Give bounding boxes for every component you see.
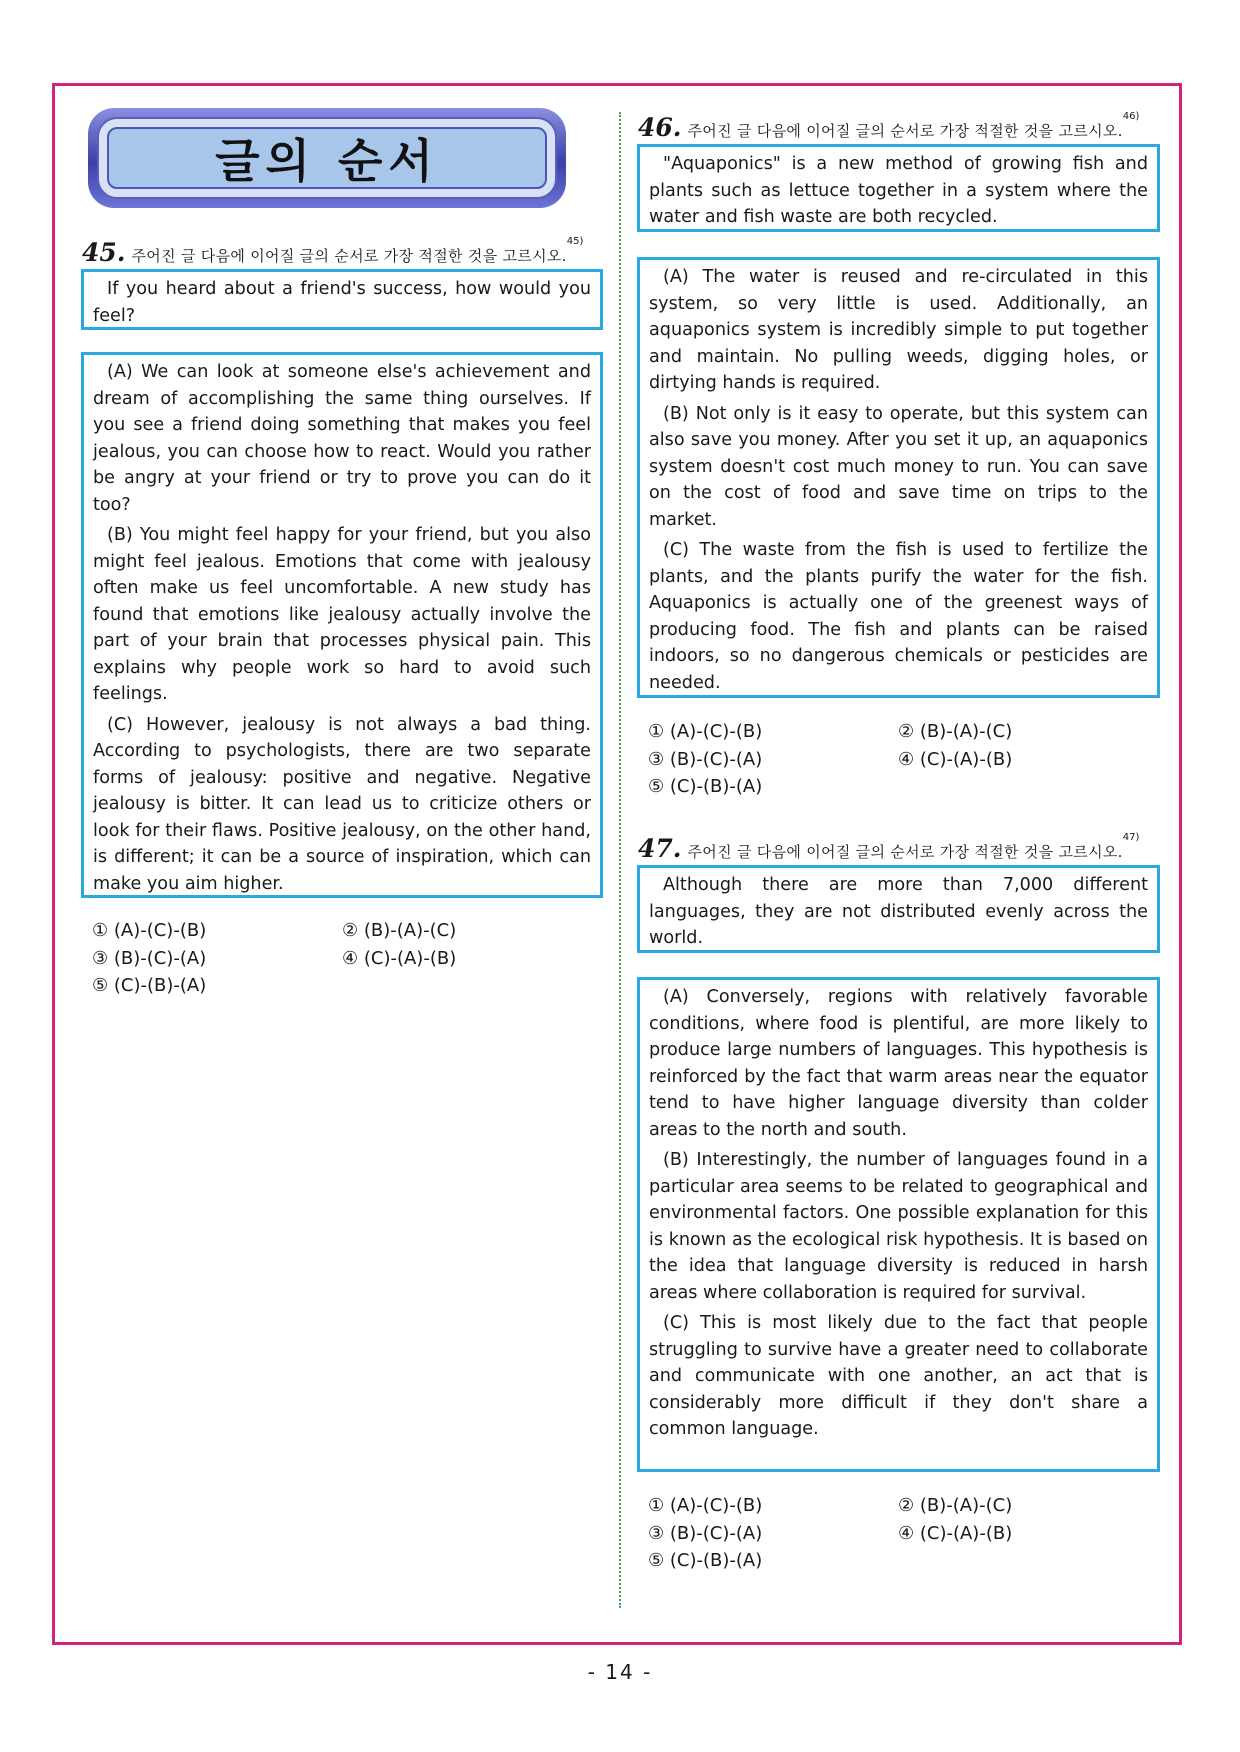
choice-1[interactable]: ① (A)-(C)-(B) <box>648 1495 763 1516</box>
footnote-ref: 45) <box>566 236 584 247</box>
paragraph-c: (C) However, jealousy is not always a bad thing. According to psychologists, there are two separate forms of jealousy: positive and negative. Negative jealousy is bitter. It can lead us to criticize others or look for their flaws. Positive jealousy, on the other hand, is different; it can be a source of inspiration, which can make you aim higher. <box>93 714 591 894</box>
question-46-heading <box>638 113 1139 142</box>
question-46-given-box <box>637 144 1160 232</box>
choice-5[interactable]: ⑤ (C)-(B)-(A) <box>92 975 207 996</box>
choice-5[interactable]: ⑤ (C)-(B)-(A) <box>648 1550 763 1571</box>
given-text: Although there are more than 7,000 different languages, they are not distributed evenly across the world. <box>649 875 1148 948</box>
question-47-heading <box>638 834 1139 863</box>
choice-4[interactable]: ④ (C)-(A)-(B) <box>898 748 1013 770</box>
choice-1[interactable]: ① (A)-(C)-(B) <box>648 721 763 742</box>
choice-4[interactable]: ④ (C)-(A)-(B) <box>898 1522 1013 1544</box>
title-banner-inner <box>107 127 547 189</box>
question-prompt: 주어진 글 다음에 이어질 글의 순서로 가장 적절한 것을 고르시오. <box>131 247 567 265</box>
choice-2[interactable]: ② (B)-(A)-(C) <box>342 920 457 941</box>
paragraph-b: (B) Not only is it easy to operate, but this system can also save you money. After you set it up, an aquaponics system doesn't cost much money to run. You can save on the cost of food and save time on trips to the market. <box>649 403 1148 530</box>
question-45-heading <box>82 238 583 267</box>
choice-3[interactable]: ③ (B)-(C)-(A) <box>648 748 763 770</box>
paragraph-c: (C) The waste from the fish is used to fertilize the plants, and the plants purify the water for the fish. Aquaponics is actually one of the greenest ways of producing food. The fish and plants can be raised indoors, so no dangerous chemicals or pesticides are needed. <box>649 540 1148 693</box>
given-text: "Aquaponics" is a new method of growing fish and plants such as lettuce together in a system where the water and fish waste are both recycled. <box>649 154 1148 227</box>
choice-4[interactable]: ④ (C)-(A)-(B) <box>342 947 457 969</box>
title-banner-mid <box>97 117 557 199</box>
question-47-choices <box>648 1492 1148 1575</box>
page-number: - 14 - <box>587 1660 653 1684</box>
choice-5[interactable]: ⑤ (C)-(B)-(A) <box>648 776 763 797</box>
question-45-choices <box>92 917 592 1000</box>
paragraph-c: (C) This is most likely due to the fact that people struggling to survive have a greater need to collaborate and communicate with one another, an act that is considerably more difficult if they don't share a common language. <box>649 1313 1148 1439</box>
choice-1[interactable]: ① (A)-(C)-(B) <box>92 920 207 941</box>
paragraph-a: (A) The water is reused and re-circulated in this system, so very little is used. Additionally, an aquaponics system is incredibly simple to put together and maintain. No pulling weeds, digging holes, or dirtying hands is required. <box>649 267 1148 393</box>
choice-2[interactable]: ② (B)-(A)-(C) <box>898 721 1013 742</box>
question-47-given-box <box>637 865 1160 953</box>
question-46-passage-box <box>637 257 1160 698</box>
given-text: If you heard about a friend's success, how would you feel? <box>93 279 591 326</box>
choice-3[interactable]: ③ (B)-(C)-(A) <box>648 1522 763 1544</box>
choice-3[interactable]: ③ (B)-(C)-(A) <box>92 947 207 969</box>
question-number: 45. <box>82 238 126 267</box>
question-prompt: 주어진 글 다음에 이어질 글의 순서로 가장 적절한 것을 고르시오. <box>687 122 1123 140</box>
paragraph-a: (A) Conversely, regions with relatively favorable conditions, where food is plentiful, are more likely to produce large numbers of languages. This hypothesis is reinforced by the fact that warm areas near the equator tend to have higher language diversity than colder areas to the north and south. <box>649 987 1148 1140</box>
question-number: 47. <box>638 834 682 863</box>
page-title: 글의 순서 <box>215 134 439 188</box>
footnote-ref: 46) <box>1122 111 1140 122</box>
question-prompt: 주어진 글 다음에 이어질 글의 순서로 가장 적절한 것을 고르시오. <box>687 843 1123 861</box>
question-45-given-box <box>81 269 603 330</box>
question-47-passage-box <box>637 977 1160 1472</box>
column-divider <box>619 112 621 1608</box>
paragraph-b: (B) Interestingly, the number of languages found in a particular area seems to be related to geographical and environmental factors. One possible explanation for this is known as the ecological risk hypothesis. It is based on the idea that language diversity is reduced in harsh areas where collaboration is required for survival. <box>649 1150 1148 1303</box>
question-number: 46. <box>638 113 682 142</box>
question-46-choices <box>648 718 1148 801</box>
choice-2[interactable]: ② (B)-(A)-(C) <box>898 1495 1013 1516</box>
title-banner <box>88 108 566 208</box>
question-45-passage-box <box>81 352 603 898</box>
paragraph-b: (B) You might feel happy for your friend, but you also might feel jealous. Emotions that come with jealousy often make us feel uncomfortable. A new study has found that emotions like jealousy actually involve the part of your brain that processes physical pain. This explains why people work so hard to avoid such feelings. <box>93 525 591 704</box>
paragraph-a: (A) We can look at someone else's achievement and dream of accomplishing the same thing ourselves. If you see a friend doing something that makes you feel jealous, you can choose how to react. Would you rather be angry at your friend or try to prove you can do it too? <box>93 362 591 515</box>
footnote-ref: 47) <box>1122 832 1140 843</box>
